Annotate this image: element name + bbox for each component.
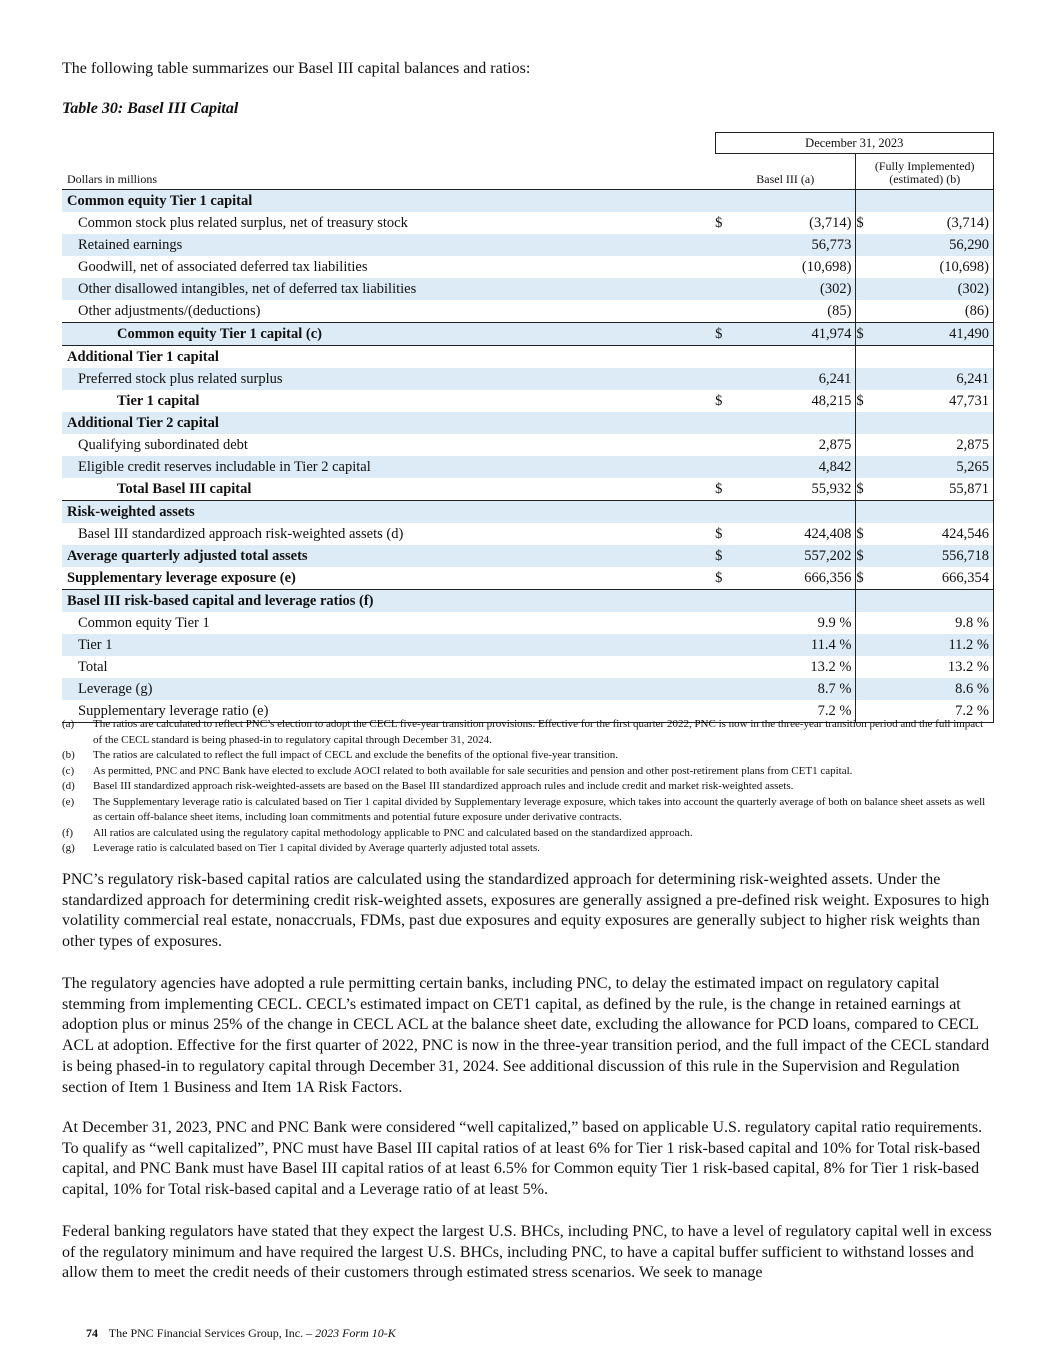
basel-iii-value: 55,932 bbox=[811, 481, 852, 497]
currency-symbol bbox=[856, 346, 872, 369]
table-row bbox=[62, 678, 994, 700]
intro-text: The following table summarizes our Basel III capital balances and ratios: bbox=[62, 60, 531, 77]
page-footer bbox=[86, 1326, 396, 1341]
table-row bbox=[62, 523, 994, 545]
table-row bbox=[62, 256, 994, 278]
table-title: Table 30: Basel III Capital bbox=[62, 100, 239, 117]
table-row bbox=[62, 390, 994, 412]
footnote-text: The ratios are calculated to reflect PNC’s election to adopt the CECL five-year transition provisions. Effective for the first quarter 2022, PNC is now in the three-year transition period and the full impact of the CECL standard is being phased-in to regulatory capital through December 31, 2024. bbox=[93, 718, 984, 746]
footnote bbox=[62, 717, 994, 748]
currency-symbol bbox=[856, 634, 872, 656]
table-row bbox=[62, 346, 994, 369]
currency-symbol bbox=[856, 612, 872, 634]
currency-symbol: $ bbox=[715, 545, 730, 567]
footnote-key: (d) bbox=[62, 780, 75, 792]
table-row bbox=[62, 212, 994, 234]
currency-symbol bbox=[715, 256, 730, 278]
table-header-row bbox=[62, 154, 994, 190]
fully-implemented-value bbox=[872, 501, 994, 524]
col1-header: Basel III (a) bbox=[715, 154, 856, 190]
basel-iii-value: 2,875 bbox=[818, 437, 852, 453]
basel-iii-value: 424,408 bbox=[804, 526, 852, 542]
table-row bbox=[62, 434, 994, 456]
fully-implemented-value: 666,354 bbox=[872, 567, 994, 590]
footnotes bbox=[62, 717, 994, 857]
table-row bbox=[62, 278, 994, 300]
fully-implemented-value bbox=[872, 346, 994, 369]
label-header: Dollars in millions bbox=[62, 154, 715, 190]
row-label: Preferred stock plus related surplus bbox=[62, 368, 715, 390]
fully-implemented-value bbox=[872, 590, 994, 613]
currency-symbol: $ bbox=[856, 523, 872, 545]
fully-implemented-value: 556,718 bbox=[872, 545, 994, 567]
currency-symbol bbox=[715, 278, 730, 300]
currency-symbol: $ bbox=[715, 323, 730, 346]
currency-symbol bbox=[856, 190, 872, 213]
fully-implemented-value: 6,241 bbox=[872, 368, 994, 390]
footnote-text: Leverage ratio is calculated based on Tier 1 capital divided by Average quarterly adjusted total assets. bbox=[93, 842, 540, 854]
basel-iii-value: 7.2 % bbox=[730, 700, 856, 723]
row-label: Common equity Tier 1 capital (c) bbox=[62, 323, 715, 346]
table-row bbox=[62, 656, 994, 678]
currency-symbol bbox=[856, 256, 872, 278]
table-row bbox=[62, 412, 994, 434]
fully-implemented-value: 47,731 bbox=[872, 390, 994, 412]
currency-symbol bbox=[856, 434, 872, 456]
period-header: December 31, 2023 bbox=[715, 133, 993, 154]
row-label: Common stock plus related surplus, net of treasury stock bbox=[78, 215, 408, 231]
basel-iii-value: 666,356 bbox=[804, 570, 852, 586]
footer-company: The PNC Financial Services Group, Inc. – bbox=[108, 1326, 313, 1340]
basel-iii-value: 11.4 % bbox=[730, 634, 856, 656]
table-body bbox=[62, 190, 994, 723]
fully-implemented-value: 5,265 bbox=[872, 456, 994, 478]
basel-iii-value bbox=[730, 590, 856, 613]
fully-implemented-value: 9.8 % bbox=[872, 612, 994, 634]
row-label: Other disallowed intangibles, net of deferred tax liabilities bbox=[62, 278, 715, 300]
footnote-key: (f) bbox=[62, 826, 73, 839]
footnote bbox=[62, 795, 994, 826]
fully-implemented-value: (86) bbox=[872, 300, 994, 323]
basel-iii-value bbox=[730, 346, 856, 369]
row-label: Common equity Tier 1 bbox=[78, 615, 210, 631]
footnote-key: (a) bbox=[62, 718, 75, 730]
fully-implemented-value: 11.2 % bbox=[872, 634, 994, 656]
currency-symbol: $ bbox=[856, 478, 872, 501]
footnote bbox=[62, 748, 994, 764]
row-label: Basel III risk-based capital and leverage ratios (f) bbox=[62, 590, 715, 613]
table-row bbox=[62, 567, 994, 590]
fully-implemented-value: 7.2 % bbox=[872, 700, 994, 723]
fully-implemented-value: 2,875 bbox=[872, 434, 994, 456]
fully-implemented-value: 41,490 bbox=[872, 323, 994, 346]
currency-symbol: $ bbox=[715, 393, 723, 409]
basel-iii-value: 9.9 % bbox=[817, 615, 852, 631]
row-label: Additional Tier 1 capital bbox=[62, 346, 715, 369]
currency-symbol bbox=[715, 300, 730, 323]
table-row bbox=[62, 300, 994, 323]
row-label: Retained earnings bbox=[62, 234, 715, 256]
row-label: Total Basel III capital bbox=[117, 481, 252, 497]
currency-symbol bbox=[856, 300, 872, 323]
basel-iii-value: 4,842 bbox=[730, 456, 856, 478]
footnote-key: (e) bbox=[62, 795, 75, 808]
row-label: Average quarterly adjusted total assets bbox=[62, 545, 715, 567]
currency-symbol bbox=[856, 501, 872, 524]
row-label: Other adjustments/(deductions) bbox=[78, 303, 261, 319]
basel-iii-value: (302) bbox=[730, 278, 856, 300]
table-header-row bbox=[62, 133, 994, 154]
footnote-key: (b) bbox=[62, 749, 75, 761]
row-label: Leverage (g) bbox=[62, 678, 715, 700]
col2-header: (Fully Implemented) (estimated) (b) bbox=[856, 154, 994, 190]
table-row bbox=[62, 323, 994, 346]
currency-symbol bbox=[856, 234, 872, 256]
fully-implemented-value: 424,546 bbox=[872, 523, 994, 545]
fully-implemented-value: 55,871 bbox=[872, 478, 994, 501]
row-label: Risk-weighted assets bbox=[62, 501, 715, 524]
footnote-key: (c) bbox=[62, 764, 75, 777]
currency-symbol: $ bbox=[715, 570, 723, 586]
basel-iii-value: 557,202 bbox=[730, 545, 856, 567]
table-row bbox=[62, 501, 994, 524]
row-label: Total bbox=[78, 659, 108, 675]
currency-symbol bbox=[715, 678, 730, 700]
row-label: Common equity Tier 1 capital bbox=[62, 190, 715, 213]
footnote-text: Basel III standardized approach risk-weighted-assets are based on the Basel III standardized approach rules and include credit and market risk-weighted assets. bbox=[93, 780, 794, 792]
currency-symbol bbox=[715, 434, 730, 456]
basel-iii-value: 13.2 % bbox=[810, 659, 852, 675]
paragraph: The regulatory agencies have adopted a rule permitting certain banks, including PNC, to delay the estimated impact on regulatory capital stemming from implementing CECL. CECL’s estimated impact on CET1 capital, as defined by the rule, is the change in retained earnings at adoption plus or minus 25% of the change in CECL ACL at the balance sheet date, excluding the allowance for PCD loans, compared to CECL ACL at adoption. Effective for the first quarter of 2022, PNC is now in the three-year transition period, and the full impact of the CECL standard is being phased-in to regulatory capital through December 31, 2024. See additional discussion of this rule in the Supervision and Regulation section of Item 1 Business and Item 1A Risk Factors. bbox=[62, 975, 990, 1096]
fully-implemented-value: (10,698) bbox=[872, 256, 994, 278]
currency-symbol bbox=[715, 656, 730, 678]
currency-symbol bbox=[856, 678, 872, 700]
row-label: Supplementary leverage exposure (e) bbox=[67, 570, 296, 586]
row-label: Tier 1 capital bbox=[117, 393, 200, 409]
table-row bbox=[62, 612, 994, 634]
basel-iii-value bbox=[730, 412, 856, 434]
basel-iii-value: 8.7 % bbox=[730, 678, 856, 700]
currency-symbol: $ bbox=[856, 390, 872, 412]
footnote bbox=[62, 764, 994, 780]
row-label: Supplementary leverage ratio (e) bbox=[62, 700, 715, 723]
row-label: Goodwill, net of associated deferred tax liabilities bbox=[78, 259, 368, 275]
table-row bbox=[62, 234, 994, 256]
currency-symbol bbox=[715, 234, 730, 256]
currency-symbol bbox=[715, 368, 730, 390]
footnote bbox=[62, 826, 994, 842]
currency-symbol: $ bbox=[856, 323, 872, 346]
footnote-text: The Supplementary leverage ratio is calculated based on Tier 1 capital divided by Supplementary leverage exposure, which takes into account the quarterly average of both on balance sheet assets as well as certain off-balance sheet items, including loan commitments and potential future exposure under derivative contracts. bbox=[93, 795, 986, 823]
fully-implemented-value: 56,290 bbox=[872, 234, 994, 256]
paragraph: At December 31, 2023, PNC and PNC Bank were considered “well capitalized,” based on applicable U.S. regulatory capital ratio requirements. To qualify as “well capitalized”, PNC must have Basel III capital ratios of at least 6% for Tier 1 risk-based capital and 10% for Total risk-based capital, and PNC Bank must have Basel III capital ratios of at least 6.5% for Common equity Tier 1 risk-based capital, 8% for Tier 1 risk-based capital, 10% for Total risk-based capital and a Leverage ratio of at least 5%. bbox=[62, 1119, 983, 1199]
fully-implemented-value: 8.6 % bbox=[872, 678, 994, 700]
basel-iii-value: (3,714) bbox=[809, 215, 852, 231]
currency-symbol bbox=[715, 634, 730, 656]
fully-implemented-value bbox=[872, 412, 994, 434]
page-number: 74 bbox=[86, 1326, 98, 1340]
currency-symbol bbox=[856, 456, 872, 478]
fully-implemented-value: 13.2 % bbox=[872, 656, 994, 678]
currency-symbol bbox=[856, 590, 872, 613]
currency-symbol bbox=[715, 612, 730, 634]
basel-iii-value: 6,241 bbox=[730, 368, 856, 390]
row-label: Tier 1 bbox=[62, 634, 715, 656]
currency-symbol: $ bbox=[715, 481, 723, 497]
row-label: Basel III standardized approach risk-weighted assets (d) bbox=[78, 526, 404, 542]
fully-implemented-value bbox=[872, 190, 994, 213]
row-label: Qualifying subordinated debt bbox=[78, 437, 248, 453]
table-row bbox=[62, 368, 994, 390]
currency-symbol: $ bbox=[856, 567, 872, 590]
table-row bbox=[62, 478, 994, 501]
footer-form: 2023 Form 10-K bbox=[315, 1326, 396, 1340]
footnote bbox=[62, 779, 994, 795]
table-row bbox=[62, 456, 994, 478]
currency-symbol: $ bbox=[715, 526, 723, 542]
table-row bbox=[62, 590, 994, 613]
currency-symbol bbox=[856, 412, 872, 434]
fully-implemented-value: (302) bbox=[872, 278, 994, 300]
row-label: Eligible credit reserves includable in Tier 2 capital bbox=[62, 456, 715, 478]
fully-implemented-value: (3,714) bbox=[872, 212, 994, 234]
basel-iii-value: (85) bbox=[827, 303, 852, 319]
paragraph: Federal banking regulators have stated that they expect the largest U.S. BHCs, including PNC, to have a level of regulatory capital well in excess of the regulatory minimum and have required the largest U.S. BHCs, including PNC, to have a capital buffer sufficient to withstand losses and allow them to meet the credit needs of their customers through estimated stress scenarios. We seek to manage bbox=[62, 1223, 992, 1282]
footnote-key: (g) bbox=[62, 842, 75, 854]
basel-capital-table bbox=[62, 132, 994, 723]
currency-symbol bbox=[715, 190, 730, 213]
currency-symbol bbox=[715, 501, 730, 524]
table-row bbox=[62, 545, 994, 567]
footnote bbox=[62, 841, 994, 857]
currency-symbol bbox=[715, 346, 730, 369]
footnote-text: The ratios are calculated to reflect the full impact of CECL and exclude the benefits of the optional five-year transition. bbox=[93, 749, 618, 761]
basel-iii-value: 48,215 bbox=[811, 393, 852, 409]
currency-symbol bbox=[856, 656, 872, 678]
currency-symbol bbox=[715, 412, 730, 434]
currency-symbol bbox=[856, 278, 872, 300]
basel-iii-value: 56,773 bbox=[730, 234, 856, 256]
currency-symbol: $ bbox=[715, 215, 723, 231]
basel-iii-value bbox=[730, 501, 856, 524]
currency-symbol: $ bbox=[856, 212, 872, 234]
currency-symbol bbox=[715, 456, 730, 478]
footnote-text: All ratios are calculated using the regulatory capital methodology applicable to PNC and calculated based on the standardized approach. bbox=[93, 826, 693, 839]
currency-symbol bbox=[856, 368, 872, 390]
table-row bbox=[62, 190, 994, 213]
currency-symbol bbox=[715, 590, 730, 613]
basel-iii-value bbox=[730, 190, 856, 213]
basel-iii-value: 41,974 bbox=[730, 323, 856, 346]
basel-iii-value: (10,698) bbox=[801, 259, 852, 275]
currency-symbol: $ bbox=[856, 545, 872, 567]
row-label: Additional Tier 2 capital bbox=[62, 412, 715, 434]
table-row bbox=[62, 634, 994, 656]
paragraph: PNC’s regulatory risk-based capital ratios are calculated using the standardized approach for determining risk-weighted assets. Under the standardized approach for determining credit risk-weighted assets, exposures are generally assigned a pre-defined risk weight. Exposures to high volatility commercial real estate, nonaccruals, FDMs, past due exposures and equity exposures are generally subject to higher risk weights than other types of exposures. bbox=[62, 871, 990, 951]
footnote-text: As permitted, PNC and PNC Bank have elected to exclude AOCI related to both available for sale securities and pension and other post-retirement plans from CET1 capital. bbox=[93, 764, 853, 777]
